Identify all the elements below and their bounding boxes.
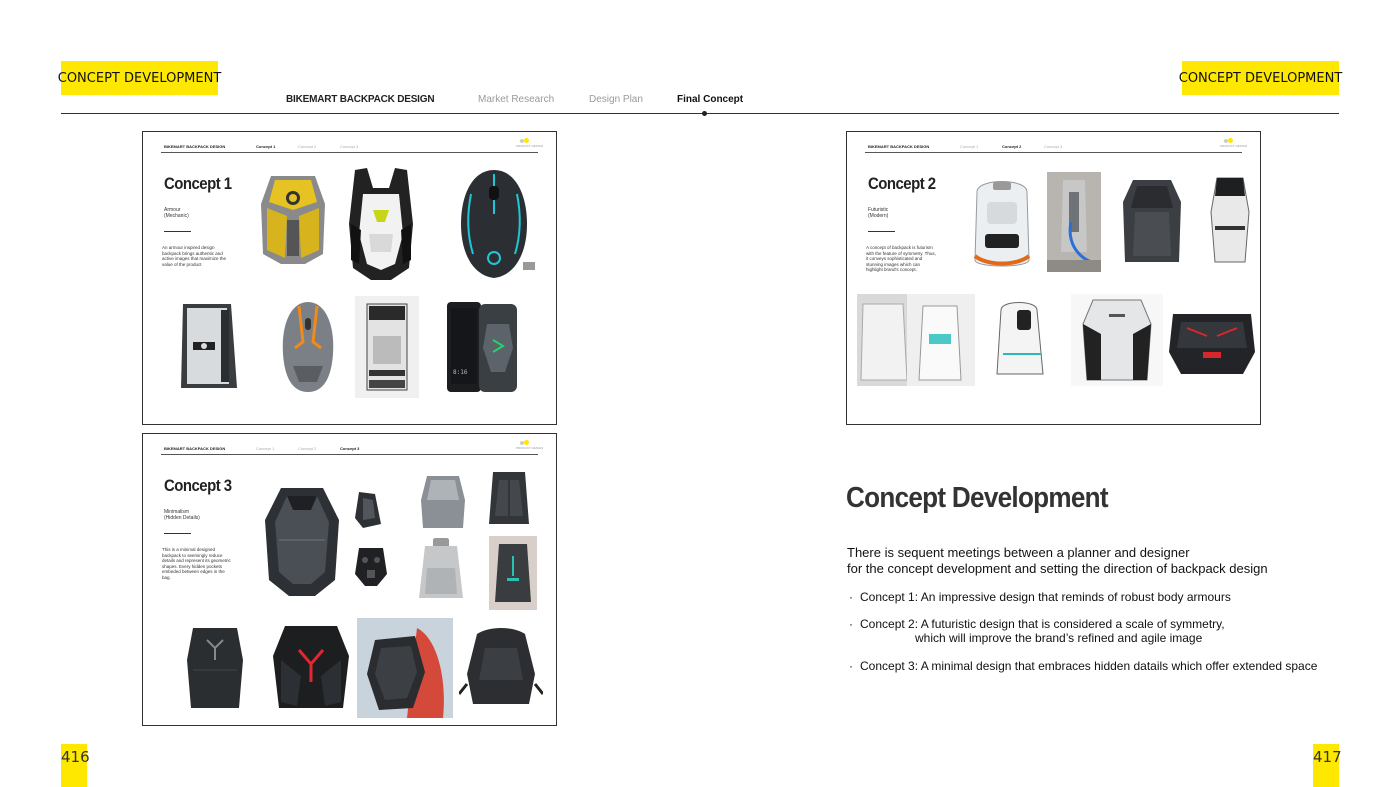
board-tab-concept-1: Concept 1 xyxy=(256,144,276,149)
board-description: An armour inspired design backpack brings authentic and active images that maximize the value of the product xyxy=(162,245,227,267)
board-tab-concept-2: Concept 2 xyxy=(1002,144,1022,149)
section-heading: Concept Development xyxy=(846,482,1108,514)
bullet: · xyxy=(849,659,853,673)
page-number-right: 417 xyxy=(1313,744,1339,787)
pc-case-image xyxy=(173,296,243,396)
nav-item-design-plan: Design Plan xyxy=(589,94,643,105)
orange-mouse-image xyxy=(273,296,343,396)
futuristic-backpack-image xyxy=(1071,294,1163,386)
section-tag-left: CONCEPT DEVELOPMENT xyxy=(61,61,218,95)
black-backpack-image xyxy=(1115,172,1189,272)
white-machine-pair-image xyxy=(857,294,975,386)
board-tab-concept-1: Concept 1 xyxy=(960,144,979,149)
board-title: Concept 3 xyxy=(164,476,232,495)
section-intro xyxy=(847,545,1268,577)
board-tab-concept-3: Concept 3 xyxy=(340,446,360,451)
nav-item-final-concept: Final Concept xyxy=(677,94,744,105)
intro-line-2: for the concept development and setting the direction of backpack design xyxy=(847,561,1268,576)
board-tab-concept-3: Concept 3 xyxy=(340,144,359,149)
list-item-continuation: which will improve the brand’s refined and agile image xyxy=(915,631,1203,645)
board-project-title: BIKEMART BACKPACK DESIGN xyxy=(868,144,930,149)
hex-backpack-image xyxy=(261,480,343,600)
board-dash xyxy=(868,231,895,232)
coffee-machine-image xyxy=(355,296,419,398)
grey-backpack-image xyxy=(417,470,469,534)
board-description: This is a minimal designed backpack to seemingly reduce details and represent its geometric shapes. Every hidden pockets embeded between edges in the bag. xyxy=(162,547,231,580)
board-rule xyxy=(161,454,538,455)
board-tab-concept-2: Concept 2 xyxy=(298,144,317,149)
board-subtitle: Futuristic (Modern) xyxy=(868,207,889,219)
project-title: BIKEMART BACKPACK DESIGN xyxy=(286,94,435,105)
lenovo-backpack-image xyxy=(183,620,247,716)
concept-3-board xyxy=(142,433,557,726)
nav-item-market-research: Market Research xyxy=(478,94,555,105)
board-rule xyxy=(161,152,538,153)
svg-text:8:16: 8:16 xyxy=(453,369,468,376)
header-rule xyxy=(61,113,1339,114)
board-project-title: BIKEMART BACKPACK DESIGN xyxy=(164,144,226,149)
brand-logo: PRODUCT DESIGN xyxy=(516,138,538,148)
canvas-backpack-image xyxy=(413,538,469,608)
robot-device-image xyxy=(987,294,1067,386)
board-dash xyxy=(164,533,191,534)
list-item: · Concept 2: A futuristic design that is considered a scale of symmetry, xyxy=(849,617,1225,631)
round-black-backpack-image xyxy=(459,624,543,716)
board-title: Concept 1 xyxy=(164,174,232,193)
board-subtitle: Armour (Mechanic) xyxy=(164,207,189,219)
vacuum-cleaner-image xyxy=(967,172,1037,272)
side-backpack-image xyxy=(351,488,385,532)
white-armour-vest-image xyxy=(341,164,421,284)
brand-logo: PRODUCT DESIGN xyxy=(1220,138,1242,148)
list-item: · Concept 3: A minimal design that embraces hidden datails which offer extended space xyxy=(849,659,1318,673)
charging-station-image xyxy=(1047,172,1101,272)
intro-line-1: There is sequent meetings between a planner and designer xyxy=(847,545,1190,560)
person-wearing-backpack-image xyxy=(357,618,453,718)
list-item: · Concept 1: An impressive design that reminds of robust body armours xyxy=(849,590,1231,604)
board-tab-concept-2: Concept 2 xyxy=(298,446,317,451)
legion-backpack-image xyxy=(271,620,351,716)
dark-box-backpack-image xyxy=(485,466,533,534)
teal-strap-backpack-image xyxy=(489,536,537,610)
board-description: A concept of backpack is futurism with the feature of symmetry. Thus, it conveys sophisticated and stunning images which can highlight brand's concept. xyxy=(866,245,936,273)
bullet: · xyxy=(849,617,853,631)
yellow-armour-backpack-image xyxy=(253,164,333,268)
active-nav-dot xyxy=(702,111,707,116)
phone-image xyxy=(443,300,523,396)
gaming-mouse-image xyxy=(449,164,539,284)
bullet: · xyxy=(849,590,853,604)
backpack-back-image xyxy=(353,544,389,588)
section-tag-right: CONCEPT DEVELOPMENT xyxy=(1182,61,1339,95)
board-subtitle: Minimalism (Hidden Details) xyxy=(164,509,200,521)
board-title: Concept 2 xyxy=(868,174,936,193)
board-rule xyxy=(865,152,1242,153)
concept-2-board xyxy=(846,131,1261,425)
concept-1-board xyxy=(142,131,557,425)
white-tower-image xyxy=(1205,172,1255,272)
brand-logo: PRODUCT DESIGN xyxy=(516,440,538,450)
page-number-left: 416 xyxy=(61,744,87,787)
board-tab-concept-3: Concept 3 xyxy=(1044,144,1063,149)
red-gaming-backpack-image xyxy=(1167,302,1257,382)
board-dash xyxy=(164,231,191,232)
board-tab-concept-1: Concept 1 xyxy=(256,446,275,451)
board-project-title: BIKEMART BACKPACK DESIGN xyxy=(164,446,226,451)
